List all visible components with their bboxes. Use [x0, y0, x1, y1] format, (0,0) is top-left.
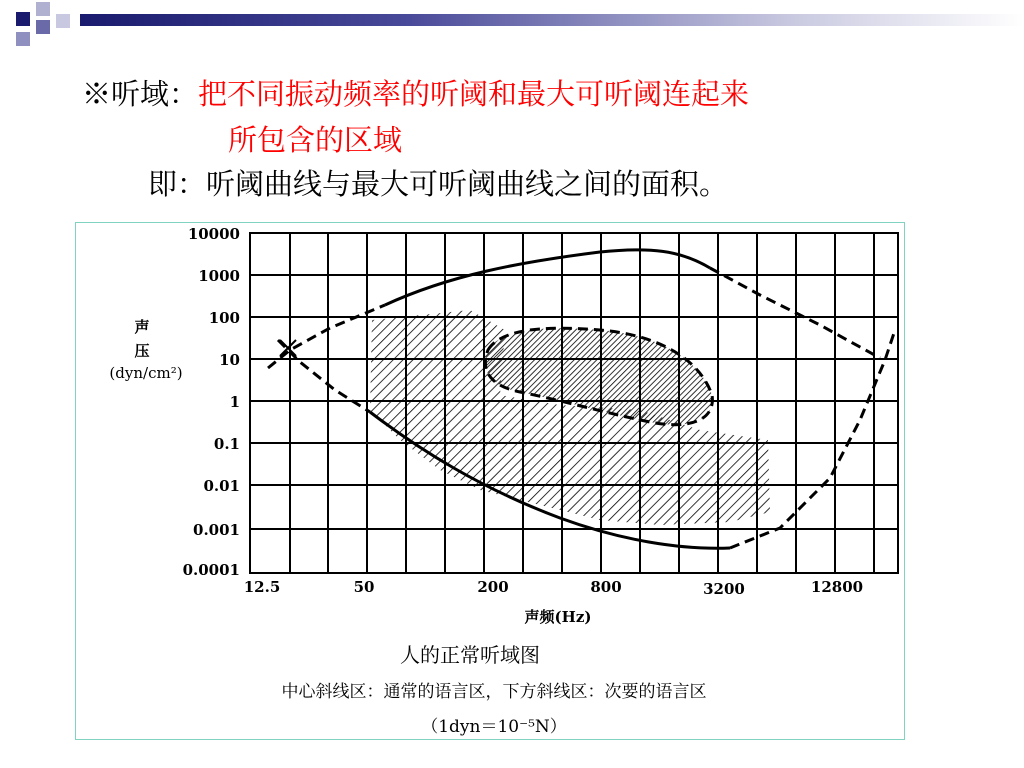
definition-line-2: 所包含的区域 [228, 123, 403, 157]
x-tick-label: 50 [353, 578, 375, 596]
figure-caption: 人的正常听域图 [400, 643, 540, 667]
y-tick-label: 10 [219, 351, 240, 369]
y-axis-label-line-2: 压 [134, 342, 150, 360]
y-tick-label: 100 [208, 309, 240, 327]
y-tick-label: 10000 [187, 225, 240, 243]
y-axis-label [109, 318, 182, 382]
x-tick-label: 200 [477, 578, 509, 596]
figure-legend: 中心斜线区：通常的语言区，下方斜线区：次要的语言区 [281, 682, 707, 702]
x-axis-label: 声频(Hz) [524, 608, 592, 626]
x-tick-label: 12800 [810, 578, 864, 596]
y-tick-labels [183, 225, 240, 579]
y-tick-label: 0.0001 [182, 561, 240, 579]
y-tick-label: 0.1 [213, 435, 240, 453]
term-label: ※听域： [82, 77, 199, 111]
y-tick-label: 0.01 [203, 477, 240, 495]
definition-text: 把不同振动频率的听阈和最大可听阈连起来 [198, 77, 750, 111]
explanation-line: 即：听阈曲线与最大可听阈曲线之间的面积。 [148, 167, 729, 201]
y-axis-label-line-3: (dyn/cm²) [109, 364, 183, 382]
y-axis-label-line-1: 声 [134, 318, 150, 336]
x-tick-labels [244, 578, 863, 598]
x-tick-label: 3200 [703, 580, 745, 598]
x-tick-label: 800 [590, 578, 622, 596]
y-tick-label: 0.001 [193, 521, 240, 539]
unit-note: （1dyn＝10⁻⁵N） [421, 717, 567, 737]
y-tick-label: 1000 [198, 267, 240, 285]
y-tick-label: 1 [229, 393, 240, 411]
x-tick-label: 12.5 [243, 578, 281, 596]
max-audible-threshold-curve [385, 250, 710, 305]
